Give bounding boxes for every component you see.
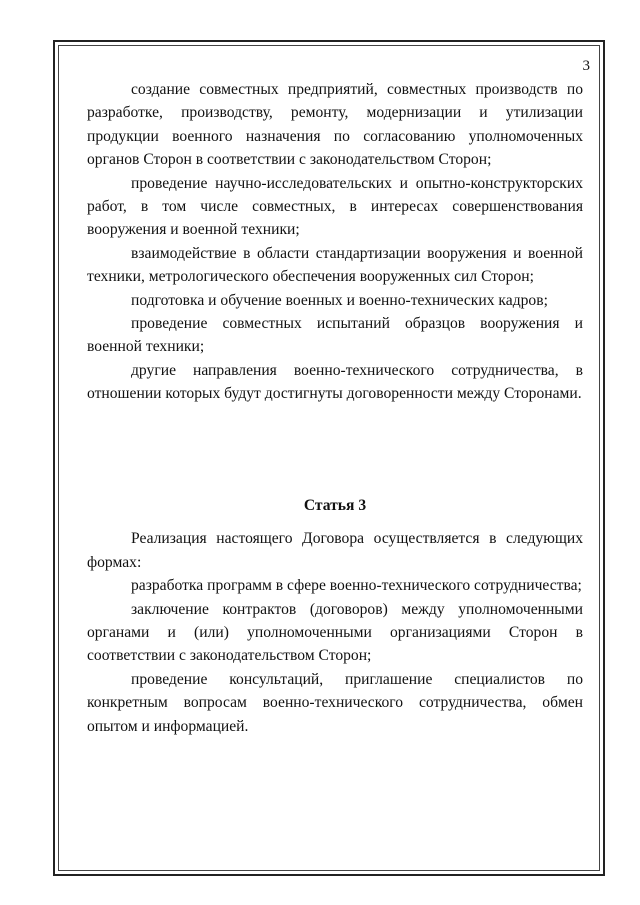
paragraph-contracts: заключение контрактов (договоров) между уполномоченными органами и (или) уполномоченными организациями Сторон в соответствии с законодательством Сторон; [87, 600, 583, 665]
section-article-3 [87, 494, 583, 738]
paragraph-training: подготовка и обучение военных и военно-технических кадров; [131, 291, 548, 309]
paragraph-consultations: проведение консультаций, приглашение специалистов по конкретным вопросам военно-технического сотрудничества, обмен опытом и информацией. [87, 670, 583, 735]
paragraph-joint-enterprises: создание совместных предприятий, совместных производств по разработке, производству, ремонту, модернизации и утилизации продукции военного назначения по согласованию уполномоченных органов Сторон в соответствии с законодательством Сторон; [87, 81, 583, 169]
article-heading: Статья 3 [303, 497, 367, 514]
paragraph-research-works: проведение научно-исследовательских и опытно-конструкторских работ, в том числе совместных, в интересах совершенствования вооружения и военной техники; [87, 174, 583, 239]
paragraph-implementation-forms: Реализация настоящего Договора осуществляется в следующих формах: [87, 530, 583, 571]
paragraph-program-development: разработка программ в сфере военно-технического сотрудничества; [131, 577, 582, 595]
paragraph-other-directions: другие направления военно-технического сотрудничества, в отношении которых будут достигнуты договоренности между Сторонами. [87, 361, 583, 403]
section-cooperation-list [87, 78, 583, 406]
page-number: 3 [582, 58, 590, 74]
paragraph-joint-testing: проведение совместных испытаний образцов вооружения и военной техники; [87, 315, 583, 356]
paragraph-standardization: взаимодействие в области стандартизации вооружения и военной техники, метрологического обеспечения вооруженных сил Сторон; [87, 244, 583, 286]
